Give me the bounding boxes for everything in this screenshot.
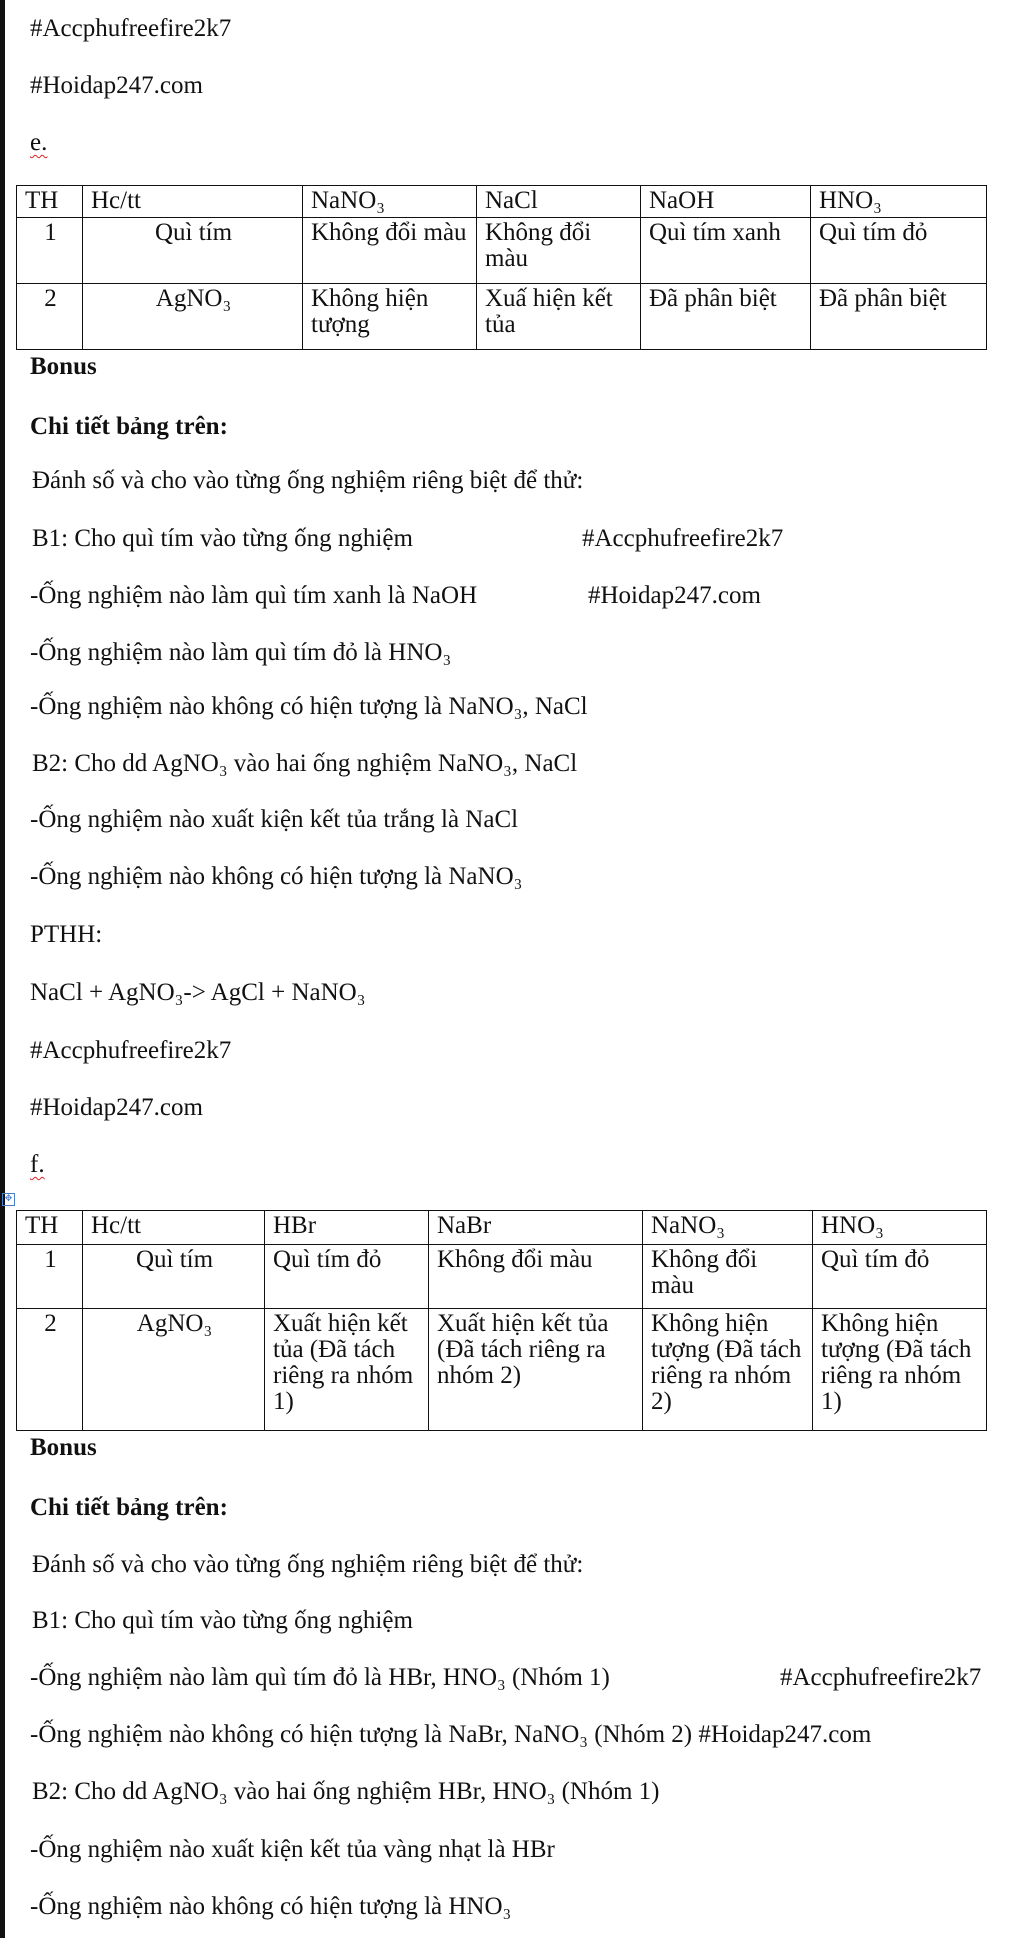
table-cell: Quì tím đỏ (811, 218, 987, 284)
table-cell: 2 (17, 1309, 83, 1431)
table-cell: Không đổi màu (477, 218, 641, 284)
table-header-cell: HBr (265, 1211, 429, 1245)
table-cell: Quì tím (83, 218, 303, 284)
table-cell: Quì tím (83, 1245, 265, 1309)
table-header-cell: HNO₃ (811, 186, 987, 218)
table-header-cell: NaNO₃ (643, 1211, 813, 1245)
table-row (17, 1211, 987, 1245)
table-header-cell: NaBr (429, 1211, 643, 1245)
tag-acc-2: #Accphufreefire2k7 (582, 525, 784, 552)
table-header-cell: Hc/tt (83, 1211, 265, 1245)
intro-f: Đánh số và cho vào từng ống nghiệm riêng biệt để thử: (32, 1551, 584, 1578)
table-row (17, 186, 987, 218)
table-row (17, 284, 987, 350)
step-b2-e: B2: Cho dd AgNO₃ vào hai ống nghiệm NaNO₃, NaCl (32, 750, 578, 777)
table-cell: AgNO₃ (83, 1309, 265, 1431)
table-cell: Không hiện tượng (Đã tách riêng ra nhóm 1) (813, 1309, 987, 1431)
line-f-1: -Ống nghiệm nào làm quì tím đỏ là HBr, HNO₃ (Nhóm 1) (30, 1664, 610, 1691)
pthh-label-e: PTHH: (30, 921, 103, 948)
table-header-cell: HNO₃ (813, 1211, 987, 1245)
table-cell: Không đổi màu (429, 1245, 643, 1309)
tag-acc-4: #Accphufreefire2k7 (780, 1664, 982, 1691)
table-header-cell: TH (17, 186, 83, 218)
line-f-3: -Ống nghiệm nào xuất kiện kết tủa vàng nhạt là HBr (30, 1836, 555, 1863)
detail-title-f: Chi tiết bảng trên: (30, 1494, 228, 1521)
table-cell: AgNO₃ (83, 284, 303, 350)
tag-hoidap-2: #Hoidap247.com (588, 582, 761, 609)
table-cell: Không đổi màu (303, 218, 477, 284)
line-e-1: -Ống nghiệm nào làm quì tím xanh là NaOH (30, 582, 478, 609)
equation-e: NaCl + AgNO₃-> AgCl + NaNO₃ (30, 979, 366, 1006)
detail-title-e: Chi tiết bảng trên: (30, 413, 228, 440)
table-cell: Xuất hiện kết tủa (Đã tách riêng ra nhóm 2) (429, 1309, 643, 1431)
table-cell: Xuấ hiện kết tủa (477, 284, 641, 350)
tag-acc-1: #Accphufreefire2k7 (30, 15, 232, 42)
table-cell: Quì tím xanh (641, 218, 811, 284)
table-header-cell: TH (17, 1211, 83, 1245)
step-b1-e: B1: Cho quì tím vào từng ống nghiệm (32, 525, 413, 552)
table-cell: Xuất hiện kết tủa (Đã tách riêng ra nhóm 1) (265, 1309, 429, 1431)
tag-acc-3: #Accphufreefire2k7 (30, 1037, 232, 1064)
table-row (17, 1309, 987, 1431)
line-e-4: -Ống nghiệm nào xuất kiện kết tủa trắng là NaCl (30, 806, 519, 833)
table-row (17, 218, 987, 284)
line-e-3: -Ống nghiệm nào không có hiện tượng là NaNO₃, NaCl (30, 693, 588, 720)
table-header-cell: NaCl (477, 186, 641, 218)
table-f (16, 1210, 987, 1431)
table-cell: Quì tím đỏ (265, 1245, 429, 1309)
table-cell: Không hiện tượng (Đã tách riêng ra nhóm 2) (643, 1309, 813, 1431)
page-left-edge (0, 0, 5, 1938)
step-b2-f: B2: Cho dd AgNO₃ vào hai ống nghiệm HBr, HNO₃ (Nhóm 1) (32, 1778, 660, 1805)
section-e-heading: e. (30, 129, 48, 156)
table-cell: Không đổi màu (643, 1245, 813, 1309)
table-cell: 2 (17, 284, 83, 350)
table-header-cell: NaOH (641, 186, 811, 218)
table-cell: Không hiện tượng (303, 284, 477, 350)
table-move-handle-icon[interactable]: ✥ (2, 1193, 15, 1206)
table-cell: Đã phân biệt (641, 284, 811, 350)
table-cell: Quì tím đỏ (813, 1245, 987, 1309)
line-f-2: -Ống nghiệm nào không có hiện tượng là NaBr, NaNO₃ (Nhóm 2) #Hoidap247.com (30, 1721, 872, 1748)
table-cell: Đã phân biệt (811, 284, 987, 350)
table-cell: 1 (17, 1245, 83, 1309)
table-cell: 1 (17, 218, 83, 284)
line-f-4: -Ống nghiệm nào không có hiện tượng là HNO₃ (30, 1893, 512, 1920)
table-e (16, 185, 987, 350)
tag-hoidap-3: #Hoidap247.com (30, 1094, 203, 1121)
bonus-f: Bonus (30, 1434, 97, 1461)
table-row (17, 1245, 987, 1309)
intro-e: Đánh số và cho vào từng ống nghiệm riêng biệt để thử: (32, 467, 584, 494)
line-e-2: -Ống nghiệm nào làm quì tím đỏ là HNO₃ (30, 639, 452, 666)
bonus-e: Bonus (30, 353, 97, 380)
table-header-cell: Hc/tt (83, 186, 303, 218)
section-f-heading: f. (30, 1151, 45, 1178)
table-header-cell: NaNO₃ (303, 186, 477, 218)
tag-hoidap-1: #Hoidap247.com (30, 72, 203, 99)
step-b1-f: B1: Cho quì tím vào từng ống nghiệm (32, 1607, 413, 1634)
line-e-5: -Ống nghiệm nào không có hiện tượng là NaNO₃ (30, 863, 523, 890)
